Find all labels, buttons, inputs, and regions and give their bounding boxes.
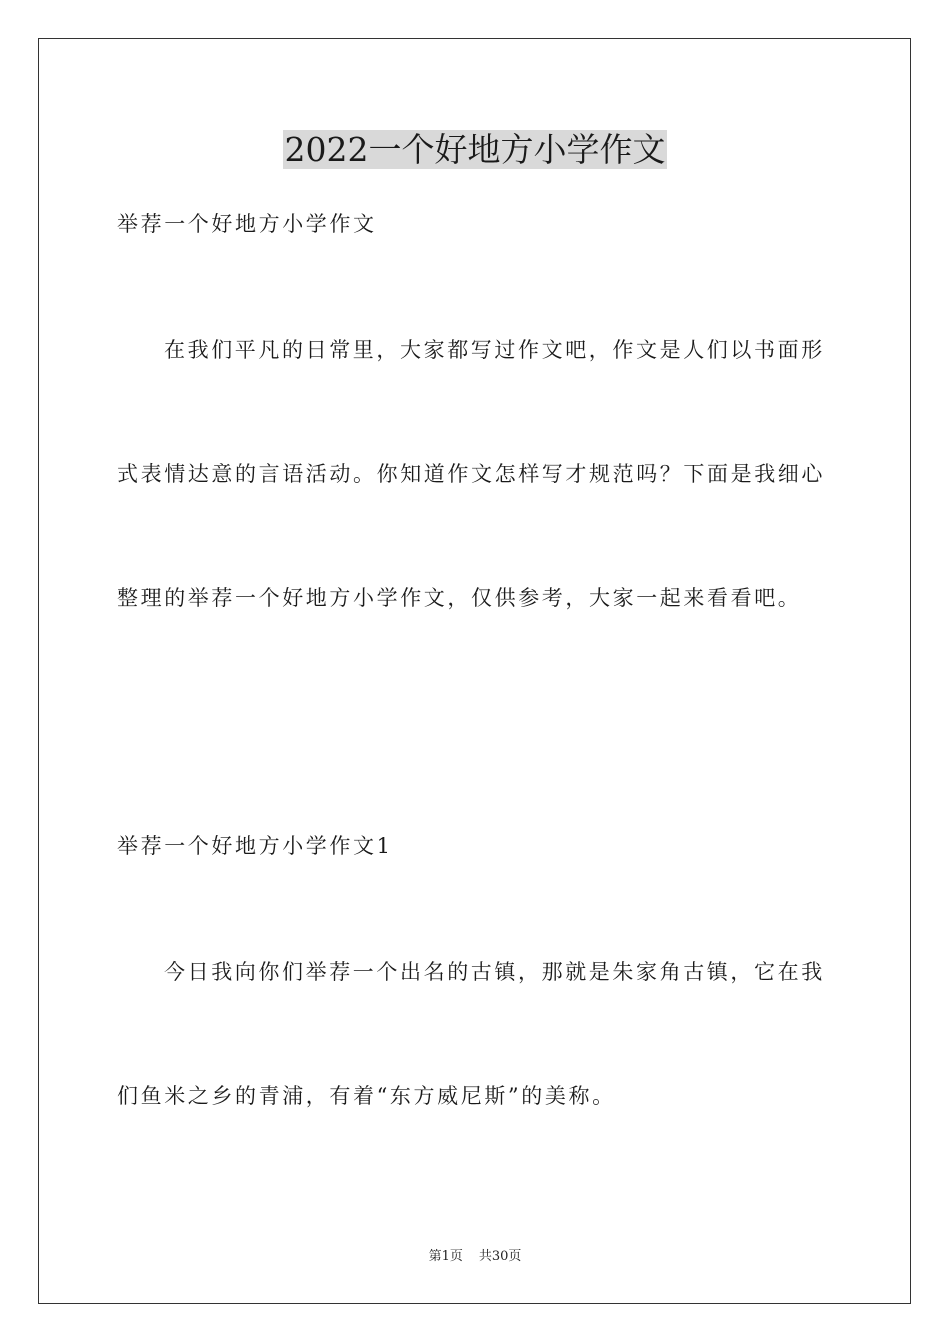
intro-paragraph-line-3: 整理的举荐一个好地方小学作文，仅供参考，大家一起来看看吧。 [117,586,802,610]
page-number-current: 第1页 [428,1249,463,1264]
section-paragraph-line-1: 今日我向你们举荐一个出名的古镇，那就是朱家角古镇，它在我 [164,960,825,984]
intro-paragraph-line-2: 式表情达意的言语活动。你知道作文怎样写才规范吗？下面是我细心 [117,462,825,486]
document-subtitle: 举荐一个好地方小学作文 [117,212,377,236]
document-title-text: 2022一个好地方小学作文 [284,130,666,169]
section-paragraph-line-2: 们鱼米之乡的青浦，有着“东方威尼斯”的美称。 [117,1084,616,1108]
document-title [0,128,950,172]
page-footer [0,1248,950,1266]
page-number-total: 共30页 [478,1249,522,1264]
section-heading: 举荐一个好地方小学作文1 [117,834,393,858]
intro-paragraph-line-1: 在我们平凡的日常里，大家都写过作文吧，作文是人们以书面形 [164,338,825,362]
